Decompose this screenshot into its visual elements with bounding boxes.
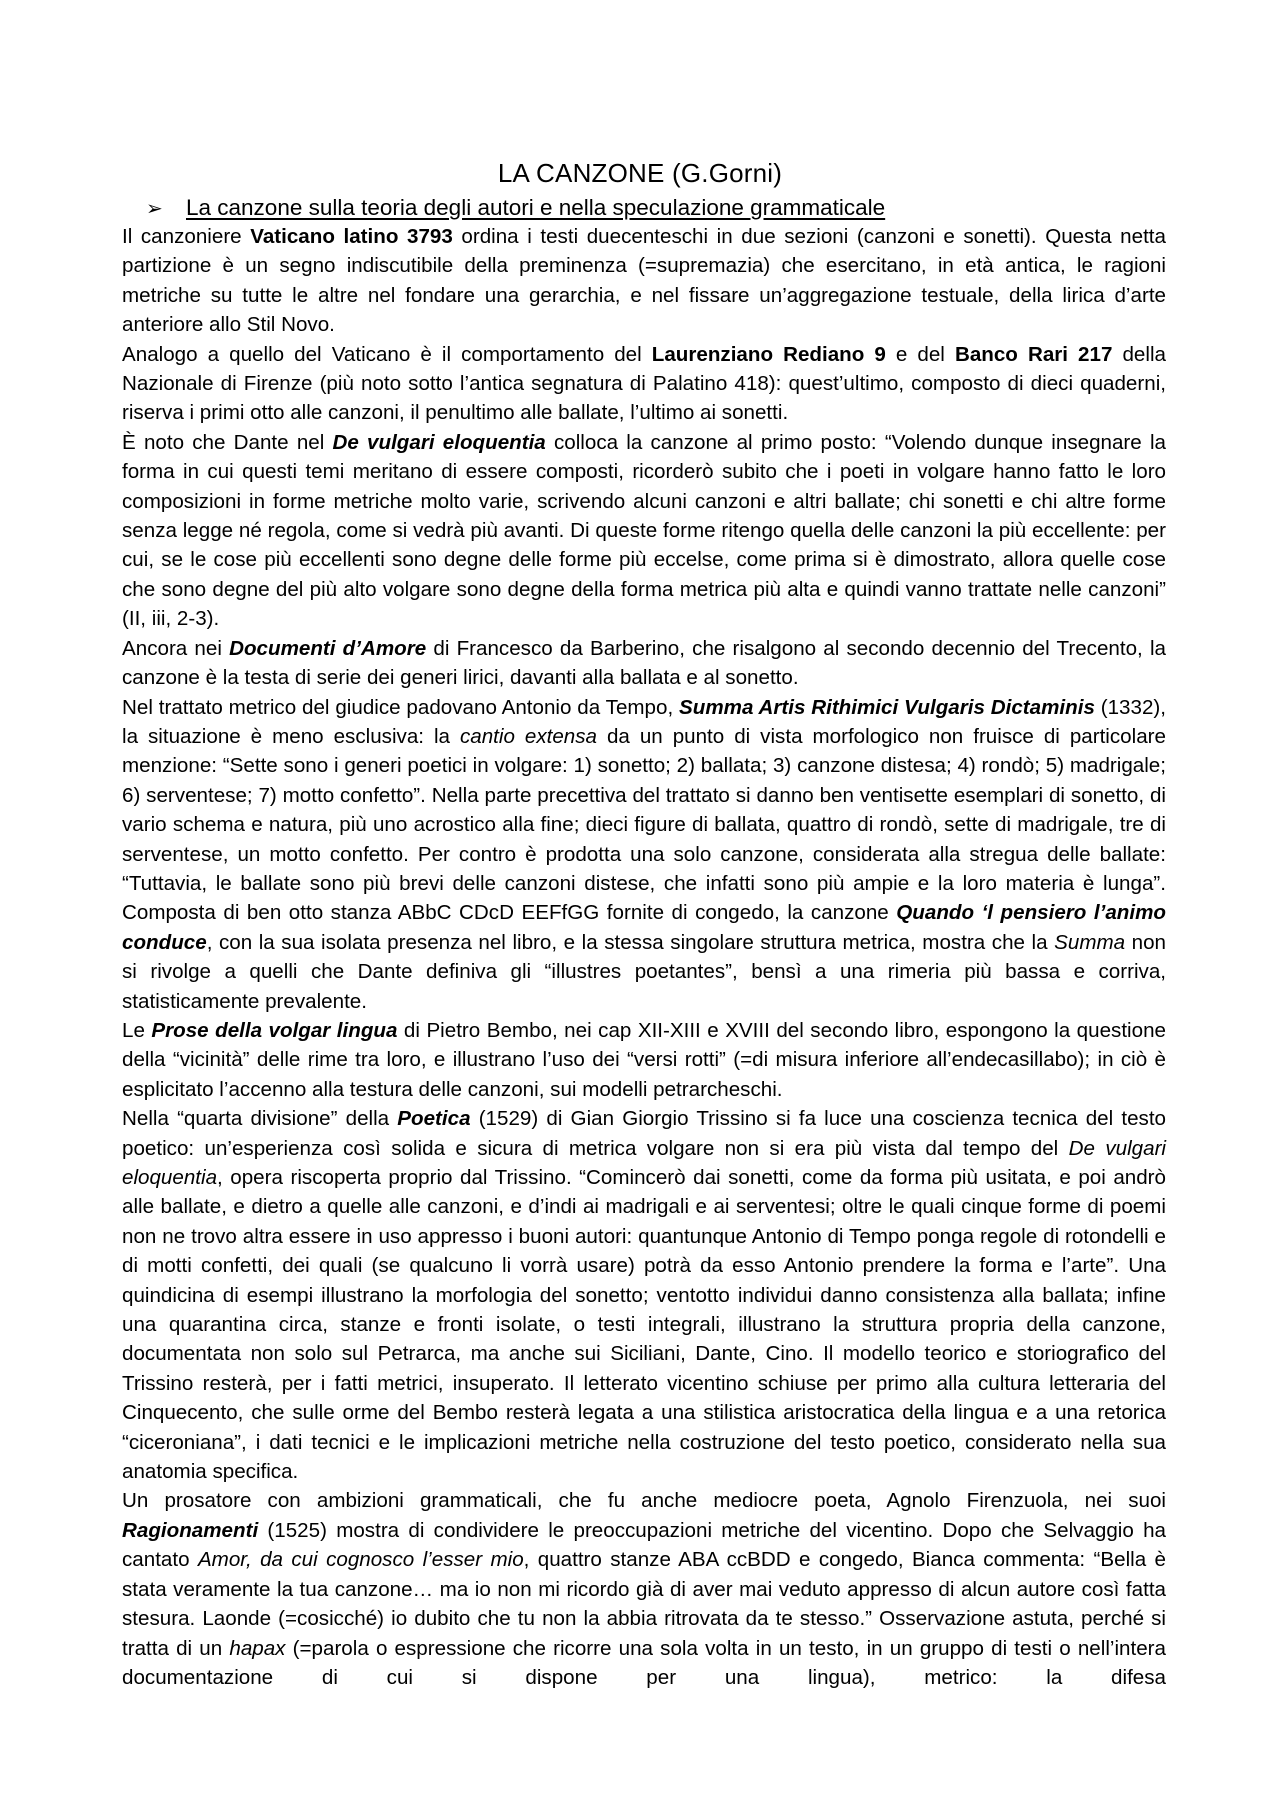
paragraph-laurenziano (122, 340, 1166, 428)
text-run: Ancora nei (122, 636, 230, 660)
text-run: ordina i testi duecenteschi in due sezioni (canzoni e sonetti). Questa netta partizione è un segno indiscutibile della preminenza (=supremazia) che esercitano, in età antica, le ragioni metriche su tutte le altre nel fondare una gerarchia, e nel fissare un’aggregazione testuale, della lirica d’arte anteriore allo Stil Novo. (122, 225, 1166, 337)
text-run: (1332), la situazione è meno esclusiva: la (122, 695, 1166, 748)
paragraph-da-tempo (122, 693, 1166, 1016)
text-run: Un prosatore con ambizioni grammaticali, che fu anche mediocre poeta, Agnolo Firenzuola, nei suoi (122, 1489, 1166, 1513)
text-run: da un punto di vista morfologico non fruisce di particolare menzione: “Sette sono i generi poetici in volgare: 1) sonetto; 2) ballata; 3) canzone distesa; 4) rondò; 5) madrigale; 6) serventese; 7) motto confetto”. Nella parte precettiva del trattato si danno ben ventisette esemplari di sonetto, di vario schema e natura, più uno acrostico alla fine; dieci figure di ballata, quattro di rondò, sette di madrigale, tre di serventese, un motto confetto. Per contro è prodotta una solo canzone, considerata alla stregua delle ballate: “Tuttavia, le ballate sono più brevi delle canzoni distese, che infatti sono più ampie e la loro materia è lunga”. Composta di ben otto stanza ABbC CDcD EEFfGG fornite di congedo, la canzone (122, 724, 1166, 925)
text-run: , con la sua isolata presenza nel libro, e la stessa singolare struttura metrica, mostra che la (206, 930, 1055, 954)
work-title: Ragionamenti (122, 1518, 259, 1542)
manuscript-name: Banco Rari 217 (954, 342, 1113, 366)
paragraph-firenzuola (122, 1486, 1166, 1692)
text-run: Analogo a quello del Vaticano è il comportamento del (122, 342, 652, 366)
manuscript-name: Laurenziano Rediano 9 (651, 342, 886, 366)
paragraph-vaticano (122, 222, 1166, 340)
text-run: (=parola o espressione che ricorre una sola volta in un testo, in un gruppo di testi o nell’intera documentazione di cui si dispone per una lingua), metrico: la difesa (122, 1636, 1166, 1689)
text-run: , quattro stanze ABA ccBDD e congedo, Bianca commenta: “Bella è stata veramente la tua canzone… ma io non mi ricordo già di aver mai veduto appresso di alcun autore così fatta stesura. Laonde (=cosicché) io dubito che tu non la abbia ritrovata da te stesso.” Osservazione astuta, perché si tratta di un (122, 1548, 1166, 1660)
work-title: Documenti d’Amore (229, 636, 427, 660)
text-run: (1529) di Gian Giorgio Trissino si fa luce una coscienza tecnica del testo poetico: un’esperienza così solida e sicura di metrica volgare non si era più vista dal tempo del (122, 1107, 1166, 1160)
italic-term: Summa (1054, 930, 1126, 954)
text-run: Le (122, 1018, 152, 1042)
text-run: di Pietro Bembo, nei cap XII-XIII e XVIII del secondo libro, espongono la questione della “vicinità” delle rime tra loro, e illustrano l’uso dei “versi rotti” (=di misura inferiore all’endecasillabo); in ciò è esplicitato l’accenno alla testura delle canzoni, sui modelli petrarcheschi. (122, 1018, 1166, 1101)
italic-term: Amor, da cui cognosco l’esser mio (197, 1548, 524, 1572)
text-run: della Nazionale di Firenze (più noto sotto l’antica segnatura di Palatino 418): quest’ultimo, composto di dieci quaderni, riserva i primi otto alle canzoni, il penultimo alle ballate, l’ultimo ai sonetti. (122, 342, 1166, 425)
text-run: di Francesco da Barberino, che risalgono al secondo decennio del Trecento, la canzone è la testa di serie dei generi lirici, davanti alla ballata e al sonetto. (122, 636, 1166, 690)
text-run: (1525) mostra di condividere le preoccupazioni metriche del vicentino. Dopo che Selvaggio ha cantato (122, 1518, 1166, 1572)
work-title: De vulgari eloquentia (332, 430, 546, 454)
italic-term: De vulgari eloquentia (122, 1136, 1166, 1189)
italic-term: cantio extensa (459, 724, 597, 748)
section-heading-text: La canzone sulla teoria degli autori e nella speculazione grammaticale (186, 195, 886, 220)
text-run: non si rivolge a quelli che Dante definiva gli “illustres poetantes”, bensì a una rimeria più bassa e corriva, statisticamente prevalente. (122, 930, 1166, 1013)
paragraph-trissino (122, 1104, 1166, 1486)
work-title: Poetica (397, 1107, 471, 1131)
work-title: Quando ‘l pensiero l’animo conduce (122, 901, 1166, 954)
arrow-bullet-icon: ➢ (146, 198, 163, 220)
text-run: Il canzoniere (122, 225, 251, 248)
text-run: È noto che Dante nel (122, 430, 333, 454)
text-run: e del (885, 342, 955, 366)
text-run: Nel trattato metrico del giudice padovano Antonio da Tempo, (122, 695, 680, 719)
manuscript-name: Vaticano latino 3793 (250, 225, 453, 248)
text-run: , opera riscoperta proprio dal Trissino. “Comincerò dai sonetti, come da forma più usitata, e poi andrò alle ballate, e dietro a quelle alle canzoni, e d’indi ai madrigali e ai serventesi; oltre le quali cinque forme di poemi non ne trovo altra essere in uso appresso i buoni autori: quantunque Antonio di Tempo ponga regole di rotondelli e di motti confetti, dei quali (se qualcuno li vorrà usare) potrà da esso Antonio prendere la forma e l’arte”. Una quindicina di esempi illustrano la morfologia del sonetto; ventotto individui danno consistenza alla ballata; infine una quarantina circa, stanze e fronti isolate, o testi integrali, illustrano la struttura propria della canzone, documentata non solo sul Petrarca, ma anche sui Siciliani, Dante, Cino. Il modello teorico e storiografico del Trissino resterà, per i fatti metrici, insuperato. Il letterato vicentino schiuse per primo alla cultura letteraria del Cinquecento, che sulle orme del Bembo resterà legata a una stilistica aristocratica della lingua e a una retorica “ciceroniana”, i dati tecnici e le implicazioni metriche nella costruzione del testo poetico, considerato nella sua anatomia specifica. (122, 1166, 1166, 1484)
page-title: LA CANZONE (G.Gorni) (497, 158, 783, 188)
paragraph-bembo (122, 1016, 1166, 1104)
document-body (122, 222, 1166, 1692)
paragraph-barberino (122, 634, 1166, 693)
work-title: Prose della volgar lingua (151, 1018, 398, 1042)
work-title: Summa Artis Rithimici Vulgaris Dictaminis (679, 695, 1095, 719)
section-heading (146, 194, 885, 223)
text-run: colloca la canzone al primo posto: “Volendo dunque insegnare la forma in cui questi temi meritano di essere composti, ricorderò subito che i poeti in volgare hanno fatto le loro composizioni in forme metriche molto varie, scrivendo alcuni canzoni e altri ballate; chi sonetti e chi altre forme senza legge né regola, come si vedrà più avanti. Di queste forme ritengo quella delle canzoni la più eccellente: per cui, se le cose più eccellenti sono degne delle forme più eccelse, come prima si è dimostrato, allora quelle cose che sono degne del più alto volgare sono degne della forma metrica più alta e quindi vanno trattate nelle canzoni” (II, iii, 2-3). (122, 430, 1166, 631)
text-run: Nella “quarta divisione” della (122, 1107, 398, 1131)
paragraph-dante (122, 428, 1166, 634)
italic-term: hapax (229, 1636, 286, 1660)
